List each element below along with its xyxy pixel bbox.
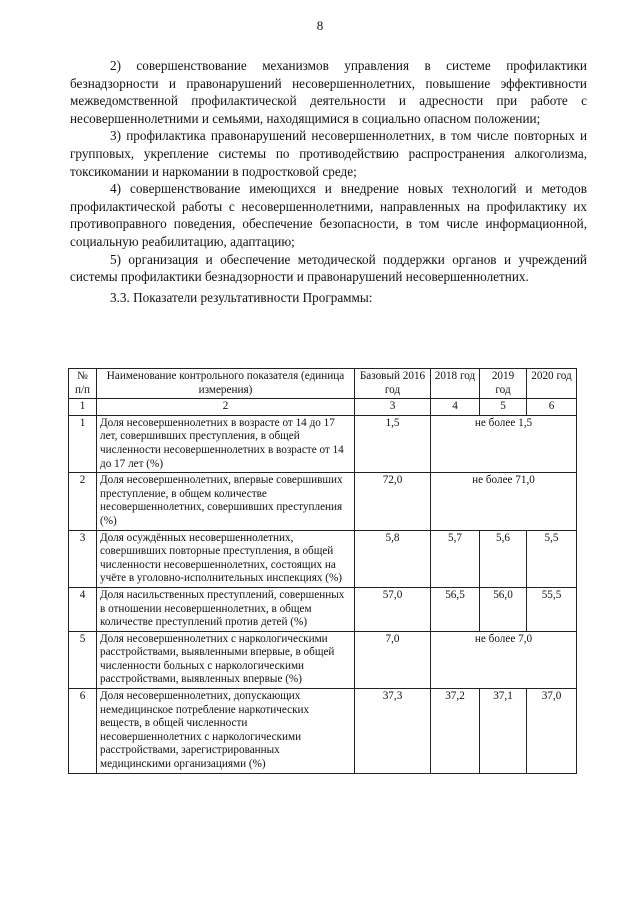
target-value-span: не более 1,5 bbox=[431, 415, 577, 472]
indicator-name: Доля несовершеннолетних, впервые совершивших преступление, в общем количестве несовершеннолетних, совершивших преступления (%) bbox=[97, 473, 355, 530]
paragraph-5: 5) организация и обеспечение методической поддержки органов и учреждений системы профилактики безнадзорности и правонарушений несовершеннолетних. bbox=[70, 251, 587, 285]
page-number: 8 bbox=[316, 18, 324, 33]
col-number: 1 bbox=[69, 399, 97, 416]
indicator-name: Доля несовершеннолетних с наркологическими расстройствами, выявленными впервые, в общей численности больных с наркологическими расстройствами, выявленных впервые (%) bbox=[97, 631, 355, 688]
value-2020: 37,0 bbox=[527, 689, 577, 774]
col-number: 6 bbox=[527, 399, 577, 416]
table-row bbox=[69, 473, 577, 530]
indicators-table bbox=[68, 368, 577, 774]
header-base-year: Базовый 2016 год bbox=[355, 369, 431, 399]
base-value: 72,0 bbox=[355, 473, 431, 530]
base-value: 1,5 bbox=[355, 415, 431, 472]
indicator-name: Доля осуждённых несовершеннолетних, совершивших повторные преступления, в общей численности несовершеннолетних, состоящих на учёте в уголовно-исполнительных инспекциях (%) bbox=[97, 530, 355, 587]
header-num: № п/п bbox=[69, 369, 97, 399]
paragraph-4: 4) совершенствование имеющихся и внедрение новых технологий и методов профилактической работы с несовершеннолетними, направленных на профилактику их противоправного поведения, обеспечение безопасности, в том числе информационной, социальную реабилитацию, адаптацию; bbox=[70, 181, 587, 249]
indicator-name: Доля несовершеннолетних, допускающих немедицинское потребление наркотических веществ, в общей численности несовершеннолетних с наркологическими расстройствами, зарегистрированных медицинскими организациями (%) bbox=[97, 689, 355, 774]
table-row bbox=[69, 631, 577, 688]
value-2019: 56,0 bbox=[480, 587, 527, 631]
base-value: 57,0 bbox=[355, 587, 431, 631]
section-heading: 3.3. Показатели результативности Программы: bbox=[110, 289, 373, 305]
column-number-row bbox=[69, 399, 577, 416]
row-number: 6 bbox=[69, 689, 97, 774]
table-row bbox=[69, 415, 577, 472]
table-row bbox=[69, 587, 577, 631]
indicator-name: Доля несовершеннолетних в возрасте от 14 до 17 лет, совершивших преступления, в общей численности несовершеннолетних в возрасте от 14 до 17 лет (%) bbox=[97, 415, 355, 472]
col-number: 4 bbox=[431, 399, 480, 416]
body-text bbox=[70, 57, 587, 306]
header-2020: 2020 год bbox=[527, 369, 577, 399]
col-number: 2 bbox=[97, 399, 355, 416]
value-2018: 56,5 bbox=[431, 587, 480, 631]
base-value: 7,0 bbox=[355, 631, 431, 688]
header-2018: 2018 год bbox=[431, 369, 480, 399]
table-row bbox=[69, 689, 577, 774]
target-value-span: не более 71,0 bbox=[431, 473, 577, 530]
header-2019: 2019 год bbox=[480, 369, 527, 399]
table-header-row bbox=[69, 369, 577, 399]
paragraph-2: 2) совершенствование механизмов управления в системе профилактики безнадзорности и правонарушений несовершеннолетних, повышение эффективности межведомственной профилактической деятельности и адресности при работе с несовершеннолетними и семьями, находящимися в социально опасном положении; bbox=[70, 58, 587, 126]
value-2018: 5,7 bbox=[431, 530, 480, 587]
table-row bbox=[69, 530, 577, 587]
indicator-name: Доля насильственных преступлений, совершенных в отношении несовершеннолетних, в общем количестве преступлений против детей (%) bbox=[97, 587, 355, 631]
base-value: 5,8 bbox=[355, 530, 431, 587]
row-number: 4 bbox=[69, 587, 97, 631]
base-value: 37,3 bbox=[355, 689, 431, 774]
paragraph-3: 3) профилактика правонарушений несовершеннолетних, в том числе повторных и групповых, укрепление системы по противодействию распространения алкоголизма, токсикомании и наркомании в подростковой среде; bbox=[70, 128, 587, 179]
value-2018: 37,2 bbox=[431, 689, 480, 774]
header-indicator-name: Наименование контрольного показателя (единица измерения) bbox=[97, 369, 355, 399]
value-2020: 55,5 bbox=[527, 587, 577, 631]
row-number: 3 bbox=[69, 530, 97, 587]
row-number: 1 bbox=[69, 415, 97, 472]
col-number: 5 bbox=[480, 399, 527, 416]
target-value-span: не более 7,0 bbox=[431, 631, 577, 688]
value-2019: 37,1 bbox=[480, 689, 527, 774]
row-number: 5 bbox=[69, 631, 97, 688]
col-number: 3 bbox=[355, 399, 431, 416]
value-2020: 5,5 bbox=[527, 530, 577, 587]
row-number: 2 bbox=[69, 473, 97, 530]
value-2019: 5,6 bbox=[480, 530, 527, 587]
